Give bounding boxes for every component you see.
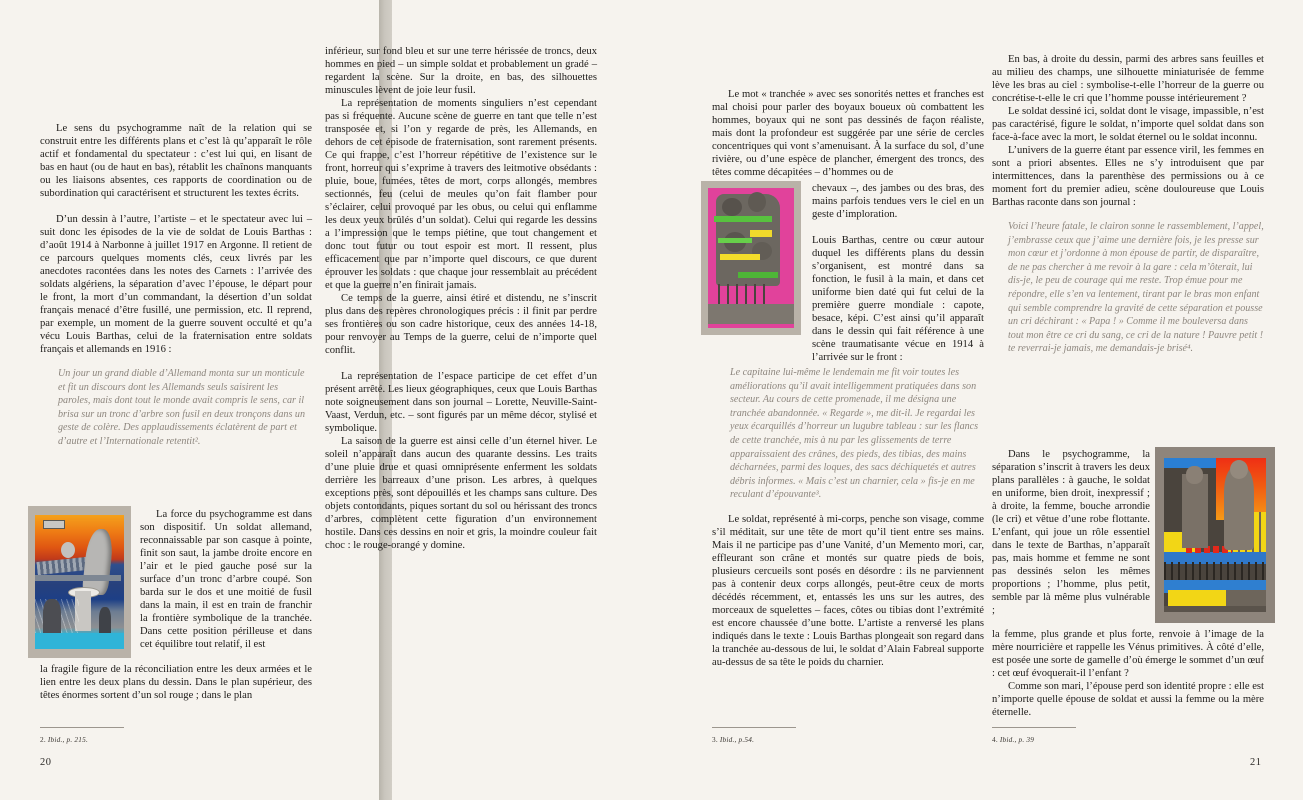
column-2 xyxy=(325,45,597,552)
footnote-number: 3. xyxy=(712,735,718,744)
paragraph: Ce temps de la guerre, ainsi étiré et distendu, ne s’inscrit plus dans des repères chronologiques précis : il finit par perdre ses frontières ou son cadre historique, ceux des années 14-18, pour renvoyer au Temps de la guerre, celui de n’importe quel conflit. xyxy=(325,293,597,356)
figure-psychogram-fraternisation xyxy=(28,506,131,658)
plank-shape xyxy=(35,575,121,581)
second-head-shape xyxy=(61,542,75,558)
soldier-shape xyxy=(82,529,115,595)
paragraph: La saison de la guerre est ainsi celle d’un éternel hiver. Le soleil n’apparaît dans aucun des quarante dessins. Les traits d’une pluie drue et quasi omniprésente enferment les soldats derrière les barreaux d’une prison. Les arbres, à quelques exceptions près, sont dépouillés et les champs sans culture. Des objets contondants, piques sortant du sol ou hérissant des troncs d’arbres, complètent cette figuration d’un environnement hostile. Dans ces dessins en noir et gris, la moindre couleur fait choc : le rouge-orangé y domine. xyxy=(325,436,597,551)
folio-right: 21 xyxy=(1250,757,1262,768)
paragraph: La représentation de moments singuliers n’est cependant pas si fréquente. Aucune scène de guerre en tant que telle n’est transposée et, si l’on y regarde de près, les Allemands, en dehors de cet épisode de fraternisation, sont rarement présents. Ce qui frappe, c’est l’horreur répétitive de l’existence sur le front, horreur qui s’exprime à travers des leitmotive obsédants : pluie, boue, fumées, têtes de mort, corps allongés, membres sectionnés, feu (celui de meules qu’on fait flamber pour s’éclairer, celui provoqué par les obus, ou celui qui enflamme les deux yeux brûlés d’un soldat). Celui qui regarde les dessins a l’impression que le temps piétine, que tout changement et donc tout futur ou tout espoir est mort. Il ressent, plus efficacement que par n’importe quel discours, ce que durent éprouver les soldats : que chaque jour ressemblait au précédent et que la guerre n’en finirait jamais. xyxy=(325,98,597,291)
blockquote-adieu xyxy=(1008,220,1264,356)
folio-left: 20 xyxy=(40,757,52,768)
head-shape-2 xyxy=(748,192,766,212)
paragraph: la femme, plus grande et plus forte, renvoie à l’image de la mère nourricière et rappelle les Vénus primitives. À côté d’elle, est posée une sorte de gamelle d’où émerge le sommet d’un œuf : cet œuf évoquerait-il l’enfant ? xyxy=(992,629,1264,679)
observer-shape xyxy=(43,599,61,633)
paragraph: Louis Barthas, centre ou cœur autour duquel les différents plans du dessin s’organisent, est montré dans sa fonction, le fusil à la main, et dans cet uniforme bien daté qui fut celui de la première guerre mondiale : capote, besace, képi. C’est ainsi qu’il apparaît dans le dessin qui fait référence à une scène traumatisante vécue en 1914 à l’arrivée sur le front : xyxy=(812,235,984,363)
figure-psychogram-trench-magenta xyxy=(701,181,801,335)
green-band-1 xyxy=(714,216,772,222)
paragraph-gap xyxy=(325,357,597,370)
footnote-rule-left xyxy=(40,727,124,728)
column-1-wrap xyxy=(140,508,312,651)
paragraph: La force du psychogramme est dans son dispositif. Un soldat allemand, reconnaissable par son casque à pointe, finit son saut, la jambe droite encore en l’air et le pied gauche posé sur la surface d’un tronc d’arbre coupé. Son barda sur le dos et une moitié de fusil dans la main, il est en train de franchir la frontière symbolique de la tranchée. Dans cette position périlleuse et dans cet équilibre tout relatif, il est xyxy=(140,509,312,650)
paragraph: L’univers de la guerre étant par essence viril, les femmes en sont a priori absentes. Elles ne s’y introduisent que par intermittences, dans la parenthèse des permissions ou à ce moment fort du premier adieu, scène douloureuse que Louis Barthas raconte dans son journal : xyxy=(992,145,1264,208)
woman-head xyxy=(1230,460,1248,479)
column-4-top xyxy=(992,53,1264,367)
blockquote-charnier xyxy=(730,366,984,502)
figure-psychogram-adieu xyxy=(1155,447,1275,623)
yellow-band-1 xyxy=(720,254,760,260)
footnote-rule-4 xyxy=(992,727,1076,728)
paragraph: Dans le psychogramme, la séparation s’inscrit à travers les deux plans parallèles : à gauche, le soldat en uniforme, bien droit, inexpressif ; à droite, la femme, bouche arrondie (le cri) et vêtue d’une robe flottante. L’enfant, qui joue un rôle essentiel dans le texte de Barthas, n’apparaît pas, mais homme et femme ne sont pas dessinés selon les mêmes proportions ; l’homme, plus petit, semble par là même plus vulnérable ; xyxy=(992,449,1150,616)
ground-shape xyxy=(708,304,794,324)
footnote-text: Ibid., p. 39 xyxy=(999,735,1035,744)
column-3-top xyxy=(712,88,984,179)
blockquote-text: Voici l’heure fatale, le clairon sonne le rassemblement, l’appel, j’embrasse ceux que j’aime une dernière fois, je les presse sur mon cœur et j’ordonne à mon épouse de partir, de disparaître, de ne pas chercher à me revoir à la gare : cela m’ôterait, lui dis-je, le peu de courage qui me reste. Trop émue pour me répondre, elle s’en va lentement, tirant par le bras mon enfant qui semble comprendre la gravité de cette séparation et pousse un cri déchirant : « Papa ! » Comme il me bouleversa dans tout mon être ce cri du sang, ce cri de la nature ! Pauvre petit ! te reverrai-je jamais, me demandais-je brisé⁴. xyxy=(1008,221,1264,355)
blockquote-text: Un jour un grand diable d’Allemand monta sur un monticule et fit un discours dont les Allemands seuls saisirent les paroles, mais dont tout le monde avait compris le sens, car il brisa sur un tronc d’arbre son fusil en deux tronçons dans un geste de colère. Des applaudissements éclatèrent de part et d’autre et l’Internationale retentit². xyxy=(58,368,306,447)
footnote-3 xyxy=(712,735,754,744)
paragraph: Le mot « tranchée » avec ses sonorités nettes et franches est mal choisi pour parler des boyaux boueux où combattent les hommes, boyaux qui ne sont pas dessinés de façon réaliste, mais dont la profondeur est suggérée par une série de cercles concentriques qui vont s’amenuisant. À la surface du sol, d’une rivière, ou d’une espèce de plancher, émergent des troncs, des têtes comme décapitées – d’hommes ou de xyxy=(712,89,984,178)
footnote-number: 2. xyxy=(40,735,46,744)
paragraph: D’un dessin à l’autre, l’artiste – et le spectateur avec lui – suit donc les épisodes de la vie de soldat de Louis Barthas : d’août 1914 à Narbonne à juillet 1917 en Argonne. Il retient de ce parcours quelques moments clés, ceux livrés par les anecdotes racontées dans les notes des Carnets : l’arrivée des soldats algériens, la séparation d’avec l’épouse, le départ pour le front, la mort d’un commandant, la désertion d’un soldat français menacé d’être fusillé, une permission, etc. Il reprend, par exemple, un moment de la guerre souvent occulté et qu’a vécu Louis Barthas, celui de la fraternisation entre soldats français et allemands en 1916 : xyxy=(40,214,312,355)
paragraph: chevaux –, des jambes ou des bras, des mains parfois tendues vers le ciel en un geste d’imploration. xyxy=(812,183,984,220)
footnote-rule-3 xyxy=(712,727,796,728)
paragraph: la fragile figure de la réconciliation entre les deux armées et le lien entre les deux plans du dessin. Dans le plan supérieur, des têtes énormes sortent d’un sol rouge ; dans le plan xyxy=(40,664,312,701)
head-shape-1 xyxy=(722,198,742,216)
yellow-band-2 xyxy=(750,230,772,237)
column-3-wrap xyxy=(812,182,984,364)
soldier-figure xyxy=(1182,474,1208,548)
footnote-text: Ibid., p.54. xyxy=(719,735,755,744)
paragraph-gap xyxy=(812,221,984,234)
blockquote-fraternisation xyxy=(58,367,312,449)
artwork-canvas xyxy=(1164,458,1266,612)
paragraph: En bas, à droite du dessin, parmi des arbres sans feuilles et au milieu des champs, une silhouette miniaturisée de femme lève les bras au ciel : symbolise-t-elle l’horreur de la guerre ou concrétise-t-elle le cri que l’homme pousse intérieurement ? xyxy=(992,54,1264,104)
woman-figure xyxy=(1224,468,1254,550)
paragraph: Le sens du psychogramme naît de la relation qui se construit entre les différents plans et c’est là qu’apparaît le rôle actif et fondamental du spectateur : c’est lui qui, en lisant de bas en haut (ou de haut en bas), rétablit les chaînons manquants ou les liaisons absentes, ces rapports de coordination ou de subordination qui caractérisent et structurent les textes écrits. xyxy=(40,123,312,199)
cyan-ground-band xyxy=(35,633,124,649)
column-1 xyxy=(40,122,312,460)
paragraph: Le soldat, représenté à mi-corps, penche son visage, comme s’il méditait, sur une tête de mort qu’il tient entre ses mains. Mais il ne participe pas d’une Vanité, d’un Memento mori, car, effleurant son crâne et montés sur quatre pieds de bois, plusieurs cercueils sont posés en désordre : ils ne parviennent pas à contenir deux corps allongés, peut-être ceux de morts décédés récemment, et, entassés les uns sur les autres, des morceaux de squelettes – faces, côtes ou tibias dont l’extrémité est encore chaussée d’une botte. L’artiste a renversé les plans indiqués dans le texte : Louis Barthas plongeait son regard dans la tranchée au-dessous de lui, le soldat d’Alain Fabreal supporte au-dessus de sa tête le poids du charnier. xyxy=(712,513,984,668)
paragraph: inférieur, sur fond bleu et sur une terre hérissée de troncs, deux hommes en pied – un simple soldat et probablement un gradé – regardent la scène. Sur la droite, en bas, des silhouettes minuscules lèvent de joie leur fusil. xyxy=(325,46,597,96)
paragraph-gap xyxy=(40,200,312,213)
footnote-2 xyxy=(40,735,88,744)
column-1-after-figure xyxy=(40,663,312,702)
column-4-after-figure xyxy=(992,628,1264,719)
soldier-head xyxy=(1186,466,1203,484)
footnote-number: 4. xyxy=(992,735,998,744)
green-band-2 xyxy=(718,238,752,243)
footnote-4 xyxy=(992,735,1034,744)
paragraph: Comme son mari, l’épouse perd son identité propre : elle est n’importe quelle épouse de soldat et aussi la femme ou la mère éternelle. xyxy=(992,681,1264,718)
footnote-text: Ibid., p. 215. xyxy=(47,735,88,744)
observer-shape-2 xyxy=(99,607,111,635)
ground-line-shape xyxy=(1164,606,1266,612)
paragraph: La représentation de l’espace participe de cet effet d’un présent arrêté. Les lieux géographiques, ceux que Louis Barthas note soigneusement dans son journal – Lorette, Neuville-Saint-Vaast, Verdun, etc. – sont figurés par un même décor, stylisé et symbolique. xyxy=(325,371,597,434)
column-4-wrap xyxy=(992,448,1150,617)
artwork-canvas xyxy=(35,515,124,649)
banner-shape xyxy=(43,520,65,529)
blockquote-text: Le capitaine lui-même le lendemain me fit voir toutes les améliorations qu’il avait intelligemment pratiquées dans son secteur. Au cours de cette promenade, il me désigna une tranchée abandonnée. « Regarde », me dit-il. Je regardai les yeux écarquillés d’horreur un lugubre tableau : sur les flancs de cette tranchée, mis à nu par les glissements de terre apparaissaient des crânes, des pieds, des tibias, des mains décharnées, parmi des loques, des sacs déchiquetés et autres débris informes. « Mais c’est un charnier, cela » fis-je en me reculant d’épouvante³. xyxy=(730,367,979,501)
artwork-canvas xyxy=(708,188,794,328)
paragraph: Le soldat dessiné ici, soldat dont le visage, impassible, n’est pas caractérisé, figure le soldat, n’importe quel soldat dans son face-à-face avec la mort, le soldat éternel ou le soldat inconnu. xyxy=(992,106,1264,143)
green-band-3 xyxy=(738,272,778,278)
yellow-field-shape xyxy=(1168,590,1226,606)
column-3-bottom xyxy=(712,355,984,669)
